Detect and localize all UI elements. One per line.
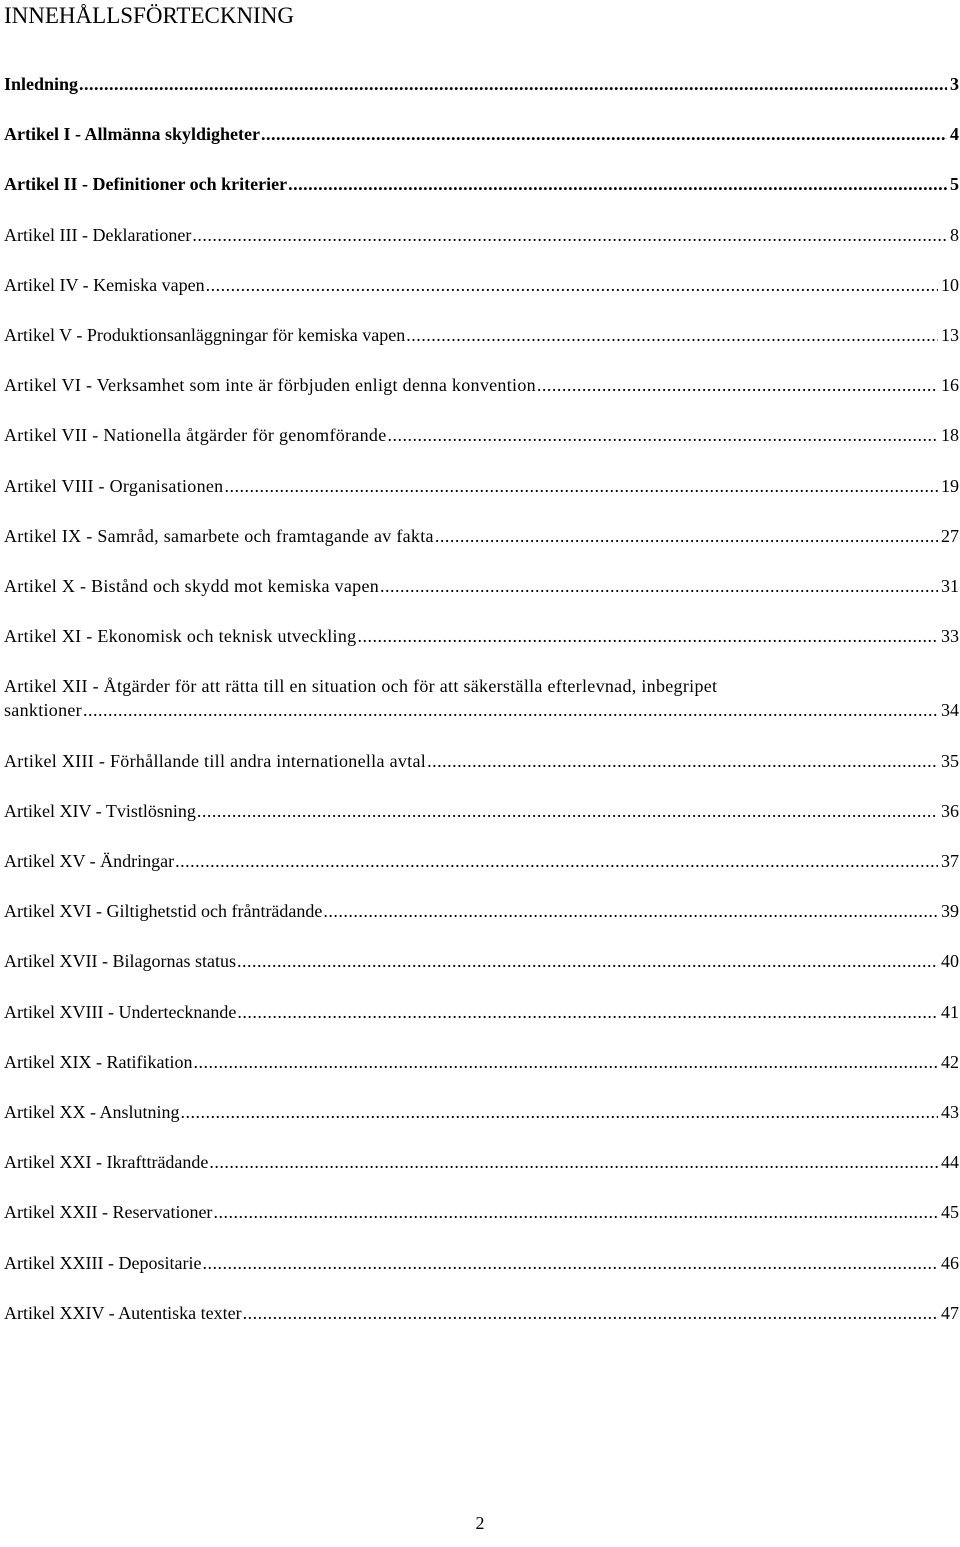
toc-entry-title: Artikel XVI - Giltighetstid och frånträdande [4,901,323,922]
toc-entry-page: 44 [941,1152,959,1173]
toc-entry-artikel-11[interactable] [4,624,959,674]
toc-entry-artikel-8[interactable] [4,474,959,524]
toc-entry-page: 10 [941,274,959,295]
toc-entry-page: 42 [941,1051,959,1072]
dot-leader [261,122,947,146]
toc-entry-title: Artikel III - Deklarationer [4,224,192,245]
toc-entry-artikel-22[interactable] [4,1200,959,1250]
toc-entry-artikel-17[interactable] [4,949,959,999]
toc-entry-title: Artikel XI - Ekonomisk och teknisk utveckling [4,626,357,647]
toc-entry-title: Artikel XXII - Reservationer [4,1202,213,1223]
dot-leader [209,1150,938,1174]
page-number: 2 [475,1513,485,1533]
toc-entry-title-line-2: sanktioner [4,700,82,721]
toc-entry-page: 41 [941,1001,959,1022]
toc-entry-page: 31 [941,575,959,596]
toc-entry-page: 46 [941,1252,959,1273]
toc-entry-artikel-12[interactable] [4,674,959,748]
toc-entry-page: 45 [941,1202,959,1223]
toc-entry-page: 8 [950,224,959,245]
toc-entry-artikel-2[interactable] [4,172,959,222]
dot-leader [537,373,938,397]
dot-leader [435,524,938,548]
toc-entry-title: Artikel VI - Verksamhet som inte är förbjuden enligt denna konvention [4,375,536,396]
toc-entry-page: 33 [941,626,959,647]
toc-entry-page: 3 [950,74,959,94]
toc-entry-title: Artikel XV - Ändringar [4,851,175,872]
toc-entry-title: Artikel XIII - Förhållande till andra internationella avtal [4,750,427,771]
toc-entry-title: Artikel XIV - Tvistlösning [4,800,196,821]
dot-leader [175,849,938,873]
toc-entry-artikel-21[interactable] [4,1150,959,1200]
toc-entry-title: Artikel VIII - Organisationen [4,475,224,496]
toc-entry-artikel-3[interactable] [4,223,959,273]
toc-entry-page: 19 [941,475,959,496]
dot-leader [237,949,938,973]
table-of-contents [4,72,959,1351]
toc-entry-title: Artikel XIX - Ratifikation [4,1051,193,1072]
toc-entry-page: 18 [941,425,959,446]
dot-leader [192,223,947,247]
toc-entry-page: 13 [941,324,959,345]
toc-entry-artikel-16[interactable] [4,899,959,949]
dot-leader [323,899,938,923]
toc-entry-title: Artikel XX - Anslutning [4,1101,180,1122]
toc-entry-artikel-18[interactable] [4,1000,959,1050]
toc-entry-page: 35 [941,750,959,771]
dot-leader [388,423,938,447]
toc-entry-title: Artikel I - Allmänna skyldigheter [4,124,261,145]
toc-entry-artikel-6[interactable] [4,373,959,423]
toc-entry-artikel-19[interactable] [4,1050,959,1100]
dot-leader [406,323,938,347]
toc-entry-page: 36 [941,800,959,821]
dot-leader [79,72,947,96]
dot-leader [427,749,938,773]
toc-entry-artikel-24[interactable] [4,1301,959,1351]
toc-entry-artikel-4[interactable] [4,273,959,323]
toc-entry-artikel-13[interactable] [4,749,959,799]
dot-leader [197,799,938,823]
toc-entry-title: Artikel IX - Samråd, samarbete och framtagande av fakta [4,525,434,546]
toc-entry-page: 39 [941,901,959,922]
dot-leader [243,1301,938,1325]
toc-entry-title: Artikel VII - Nationella åtgärder för genomförande [4,425,387,446]
dot-leader [237,1000,938,1024]
toc-entry-title: Artikel IV - Kemiska vapen [4,274,205,295]
toc-entry-artikel-10[interactable] [4,574,959,624]
dot-leader [357,624,938,648]
toc-entry-page: 4 [950,124,959,145]
toc-entry-page: 27 [941,525,959,546]
toc-entry-page: 43 [941,1101,959,1122]
toc-entry-artikel-14[interactable] [4,799,959,849]
toc-entry-artikel-20[interactable] [4,1100,959,1150]
toc-entry-artikel-1[interactable] [4,122,959,172]
dot-leader [202,1251,938,1275]
toc-entry-title: Artikel XVII - Bilagornas status [4,951,236,972]
toc-entry-title: Artikel XXIII - Depositarie [4,1252,202,1273]
toc-entry-page: 40 [941,951,959,972]
toc-entry-title: Artikel XXI - Ikraftträdande [4,1152,209,1173]
dot-leader [193,1050,938,1074]
toc-entry-page: 37 [941,851,959,872]
toc-entry-title: Inledning [4,74,79,94]
toc-entry-page: 47 [941,1302,959,1323]
toc-entry-page: 5 [950,174,959,195]
dot-leader [380,574,938,598]
toc-entry-title: Artikel X - Bistånd och skydd mot kemiska vapen [4,575,380,596]
toc-entry-artikel-9[interactable] [4,524,959,574]
toc-entry-title: Artikel XVIII - Undertecknande [4,1001,237,1022]
dot-leader [288,172,947,196]
toc-entry-artikel-5[interactable] [4,323,959,373]
toc-entry-title-line-1: Artikel XII - Åtgärder för att rätta till en situation och för att säkerställa efterlevnad, inbegripet [4,676,718,697]
page-title: INNEHÅLLSFÖRTECKNING [4,3,294,28]
dot-leader [224,474,938,498]
dot-leader [83,698,938,722]
toc-entry-page: 34 [941,700,959,721]
toc-entry-artikel-7[interactable] [4,423,959,473]
toc-entry-page: 16 [941,375,959,396]
dot-leader [213,1200,938,1224]
toc-entry-artikel-23[interactable] [4,1251,959,1301]
toc-entry-title: Artikel V - Produktionsanläggningar för kemiska vapen [4,324,406,345]
dot-leader [206,273,938,297]
toc-entry-title: Artikel XXIV - Autentiska texter [4,1302,242,1323]
toc-entry-title: Artikel II - Definitioner och kriterier [4,174,288,195]
toc-entry-artikel-15[interactable] [4,849,959,899]
dot-leader [181,1100,939,1124]
toc-entry-inledning[interactable] [4,72,959,122]
